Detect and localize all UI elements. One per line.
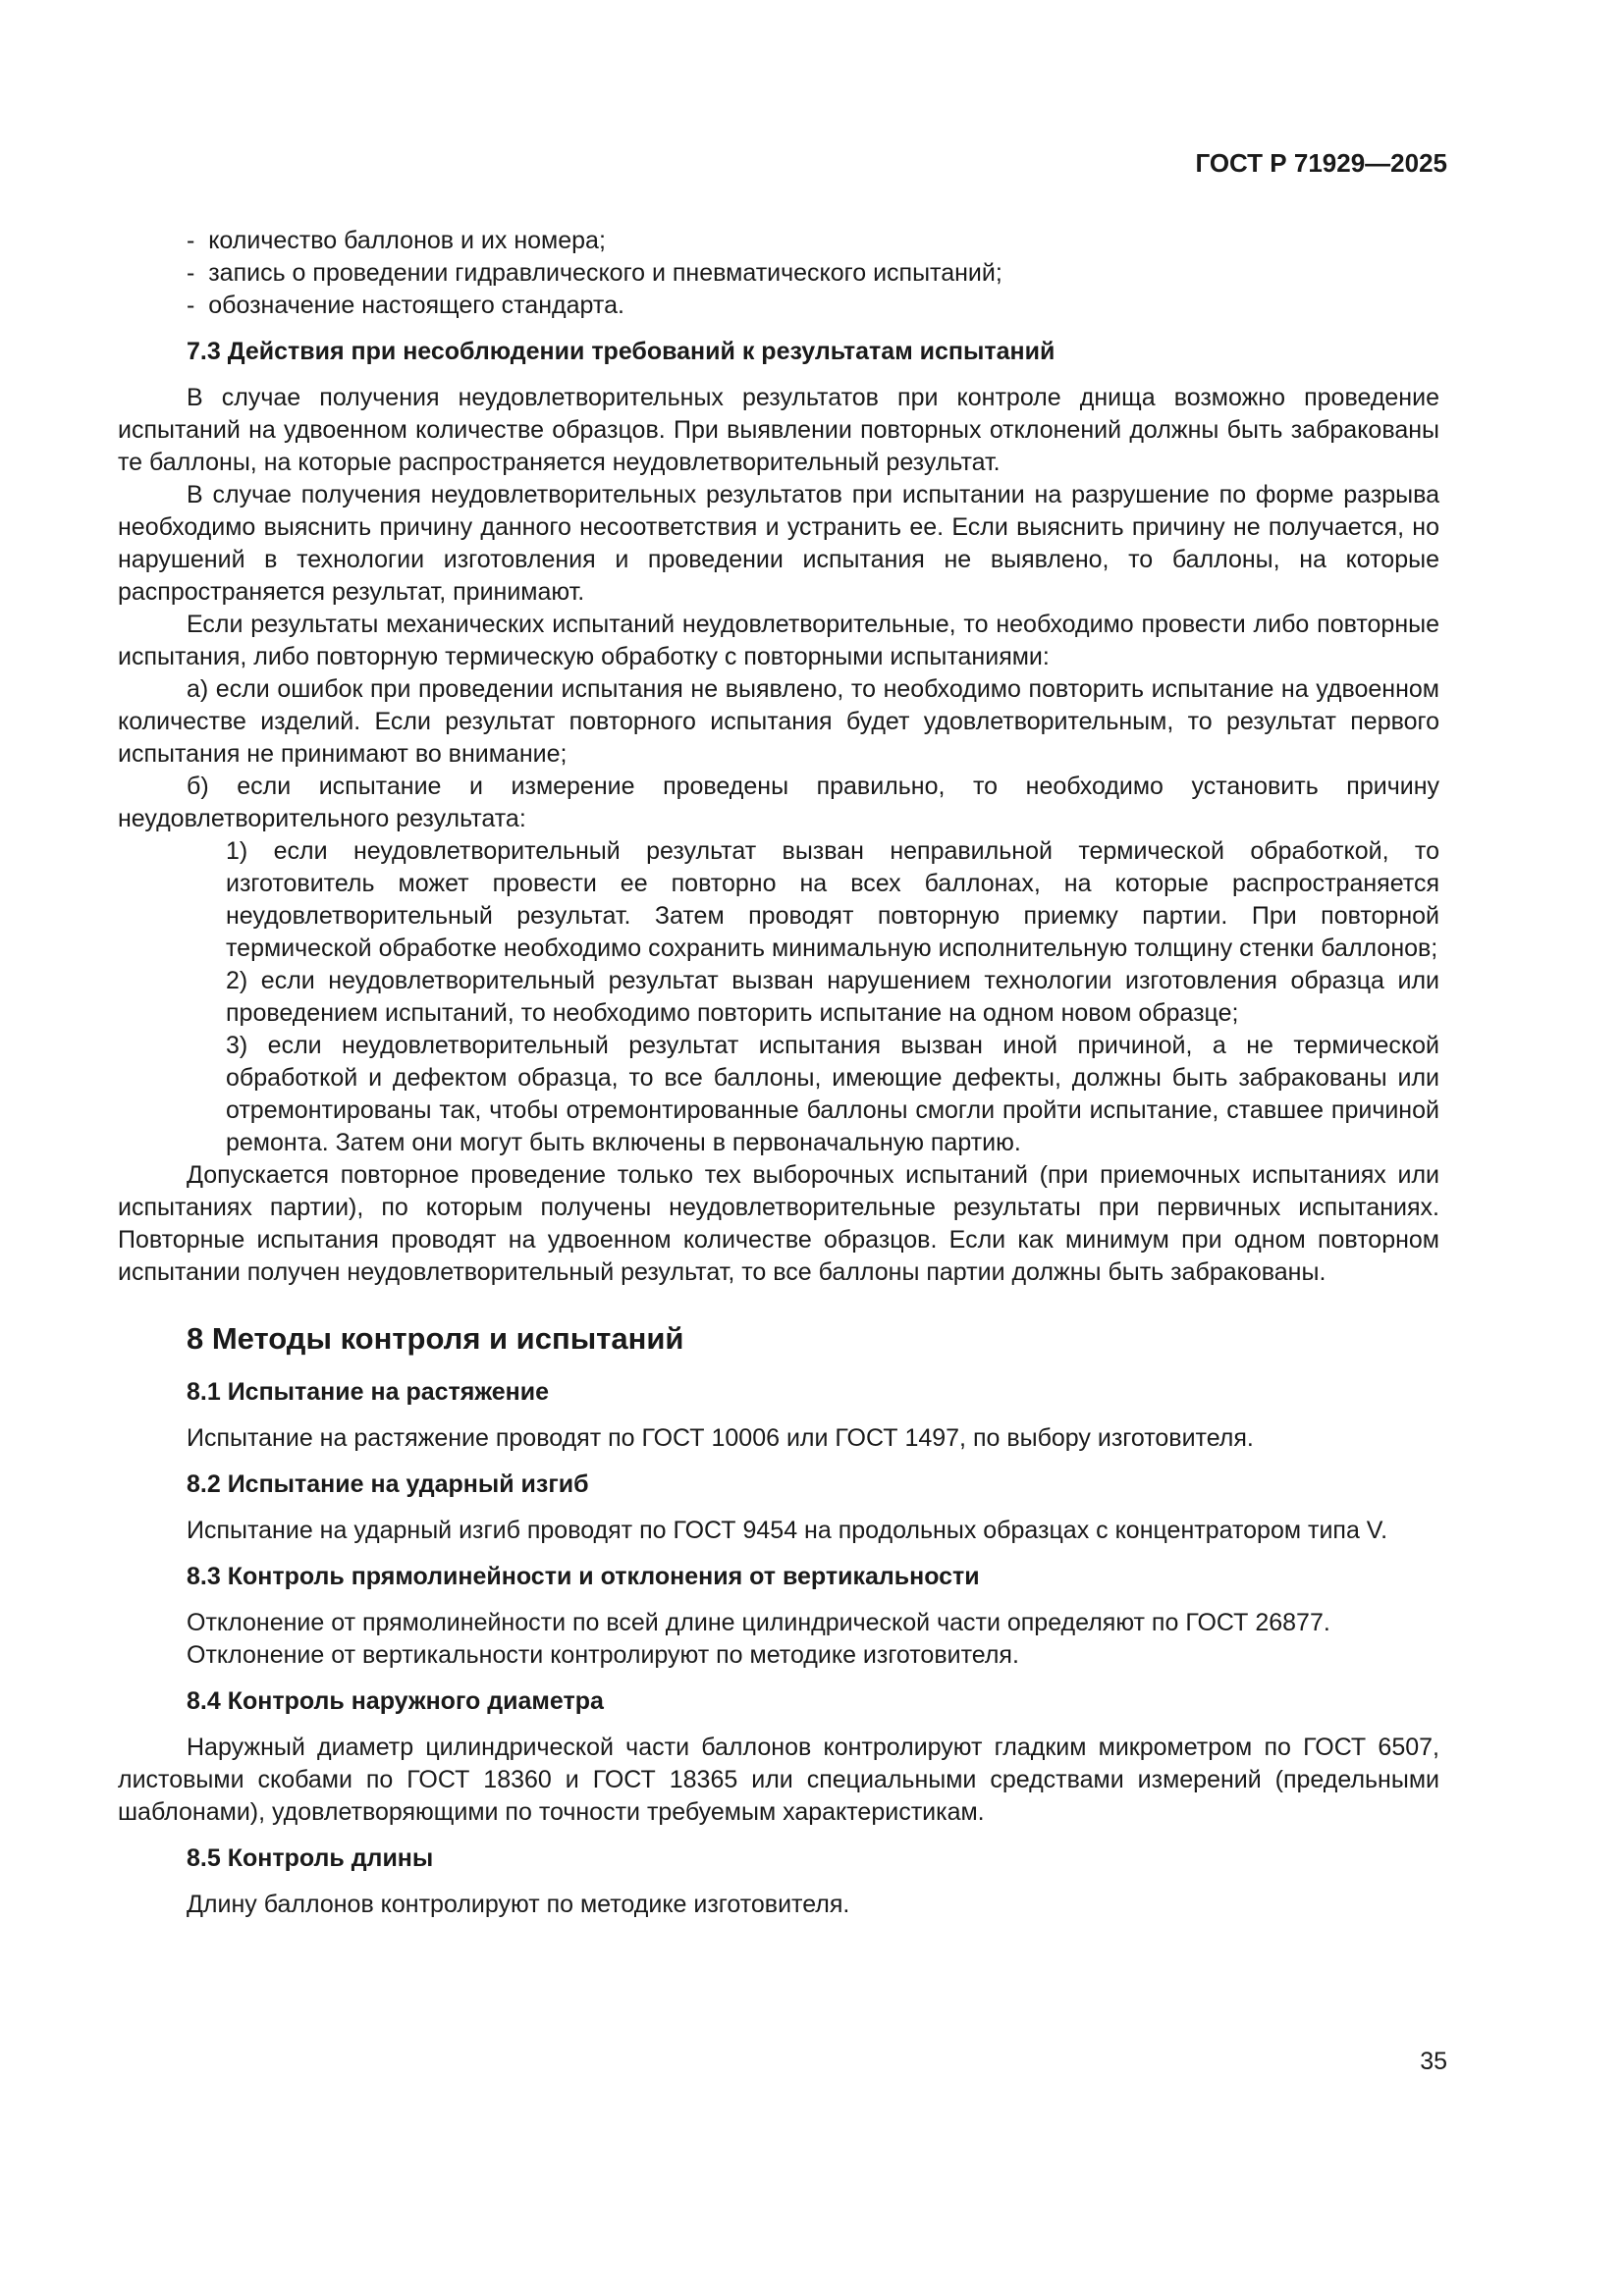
paragraph: В случае получения неудовлетворительных результатов при испытании на разрушение по форме разрыва необходимо выяснить причину данного несоответствия и устранить ее. Если выяснить причину не получается, но нарушений в технологии изготовления и проведении испытания не выявлено, то баллоны, на которые распространяется результат, принимают. bbox=[118, 481, 1439, 606]
section-8-2-title: 8.2 Испытание на ударный изгиб bbox=[187, 1470, 589, 1498]
list-item-a: а) если ошибок при проведении испытания не выявлено, то необходимо повторить испытание на удвоенном количестве изделий. Если результат повторного испытания будет удовлетворительным, то результат первого испытания не принимают во внимание; bbox=[118, 675, 1439, 768]
document-code: ГОСТ Р 71929—2025 bbox=[1195, 148, 1447, 178]
section-8-5-title: 8.5 Контроль длины bbox=[187, 1844, 434, 1872]
section-8-4-title: 8.4 Контроль наружного диаметра bbox=[187, 1687, 604, 1715]
paragraph: Длину баллонов контролируют по методике изготовителя. bbox=[187, 1891, 850, 1918]
paragraph: Если результаты механических испытаний неудовлетворительные, то необходимо провести либо повторные испытания, либо повторную термическую обработку с повторными испытаниями: bbox=[118, 611, 1439, 670]
section-8-title: 8 Методы контроля и испытаний bbox=[187, 1321, 684, 1356]
section-7-3-title: 7.3 Действия при несоблюдении требований к результатам испытаний bbox=[187, 338, 1056, 365]
section-8-1-title: 8.1 Испытание на растяжение bbox=[187, 1378, 550, 1406]
list-item-b: б) если испытание и измерение проведены правильно, то необходимо установить причину неудовлетворительного результата: bbox=[118, 773, 1439, 832]
list-item: - количество баллонов и их номера; bbox=[187, 225, 1439, 257]
sub-item-2: 2) если неудовлетворительный результат вызван нарушением технологии изготовления образца или проведением испытаний, то необходимо повторить испытание на одном новом образце; bbox=[226, 967, 1439, 1027]
paragraph: Испытание на ударный изгиб проводят по ГОСТ 9454 на продольных образцах с концентратором типа V. bbox=[187, 1517, 1388, 1544]
paragraph: Допускается повторное проведение только тех выборочных испытаний (при приемочных испытаниях или испытаниях партии), по которым получены неудовлетворительные результаты при первичных испытаниях. Повторные испытания проводят на удвоенном количестве образцов. Если как минимум при одном повторном испытании получен неудовлетворительный результат, то все баллоны партии должны быть забракованы. bbox=[118, 1161, 1439, 1286]
paragraph: Наружный диаметр цилиндрической части баллонов контролируют гладким микрометром по ГОСТ 6507, листовыми скобами по ГОСТ 18360 и ГОСТ 18365 или специальными средствами измерений (предельными шаблонами), удовлетворяющими по точности требуемым характеристикам. bbox=[118, 1734, 1439, 1826]
list-item: - обозначение настоящего стандарта. bbox=[187, 290, 1439, 322]
paragraph: Отклонение от вертикальности контролируют по методике изготовителя. bbox=[187, 1641, 1019, 1669]
page-number: 35 bbox=[1420, 2048, 1447, 2075]
sub-item-1: 1) если неудовлетворительный результат вызван неправильной термической обработкой, то изготовитель может провести ее повторно на всех баллонах, на которые распространяется неудовлетворительный результат. Затем проводят повторную приемку партии. При повторной термической обработке необходимо сохранить минимальную исполнительную толщину стенки баллонов; bbox=[226, 837, 1439, 962]
paragraph: Отклонение от прямолинейности по всей длине цилиндрической части определяют по ГОСТ 26877. bbox=[187, 1609, 1330, 1636]
paragraph: В случае получения неудовлетворительных результатов при контроле днища возможно проведение испытаний на удвоенном количестве образцов. При выявлении повторных отклонений должны быть забракованы те баллоны, на которые распространяется неудовлетворительный результат. bbox=[118, 384, 1439, 476]
list-item: - запись о проведении гидравлического и пневматического испытаний; bbox=[187, 257, 1439, 290]
sub-item-3: 3) если неудовлетворительный результат испытания вызван иной причиной, а не термической обработкой и дефектом образца, то все баллоны, имеющие дефекты, должны быть забракованы или отремонтированы так, чтобы отремонтированные баллоны смогли пройти испытание, ставшее причиной ремонта. Затем они могут быть включены в первоначальную партию. bbox=[226, 1032, 1439, 1156]
section-8-3-title: 8.3 Контроль прямолинейности и отклонения от вертикальности bbox=[187, 1563, 980, 1590]
page-content bbox=[118, 225, 1439, 1921]
paragraph: Испытание на растяжение проводят по ГОСТ 10006 или ГОСТ 1497, по выбору изготовителя. bbox=[187, 1424, 1254, 1452]
